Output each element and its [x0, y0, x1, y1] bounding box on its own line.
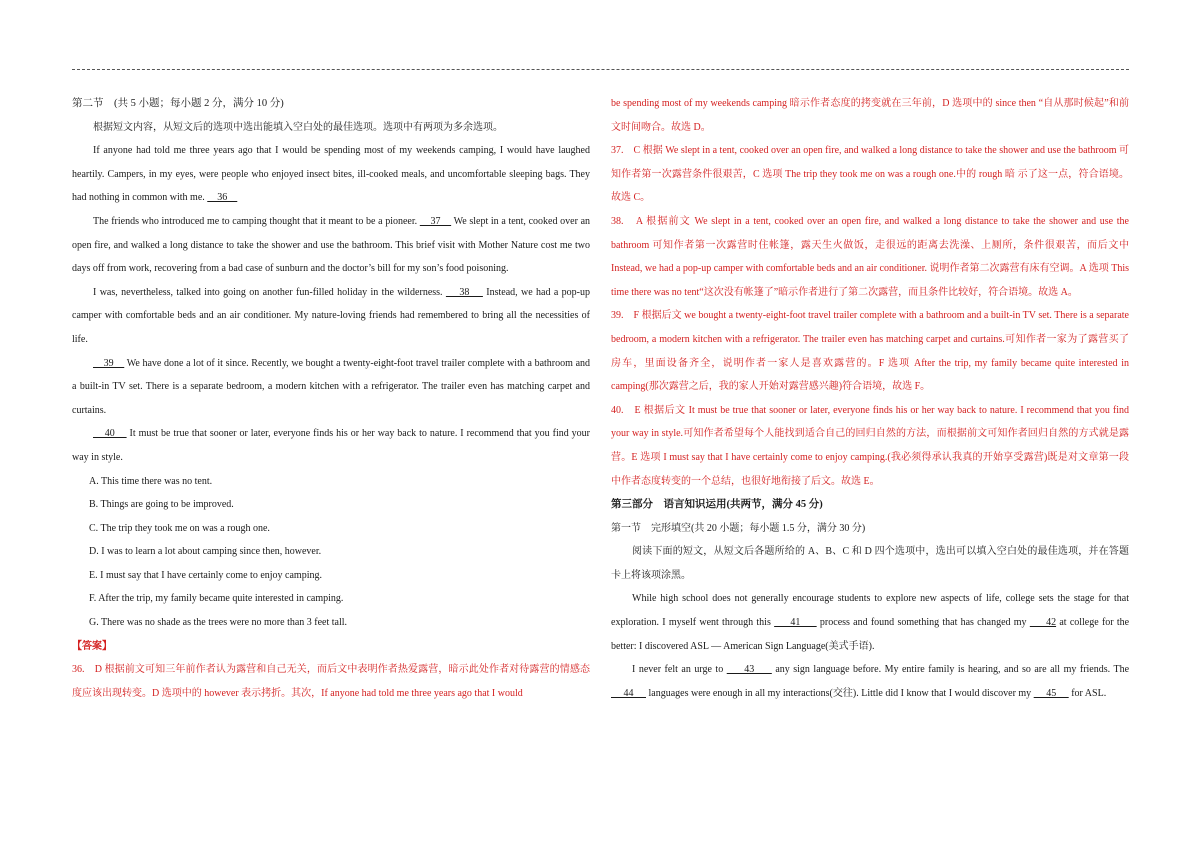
- blank-44: 44: [611, 687, 646, 699]
- answer-36: 36. D 根据前文可知三年前作者认为露营和自己无关，而后文中表明作者热爱露营，暗示此处作者对待露营的情感态度应该出现转变。D 选项中的 however 表示拷折。其次，If anyone had told me three years ago that I would: [72, 664, 590, 699]
- answer-40: 40. E 根据后文 It must be true that sooner or later, everyone finds his or her way back to nature. I recommend that you find your way in style.可知作者希望每个人能找到适合自己的回归自然的方法，而根据前文可知作者回归自然的方式就是露营。E 选项 I must say that I have certainly come to enjoy camping.(我必须得承认我真的开始享受露营)既是对文章第一段中作者态度转变的一个总结，也很好地衔接了后文。故选 E。: [611, 404, 1129, 487]
- option-a: A. This time there was no tent.: [89, 475, 213, 487]
- passage-paragraph-4: [72, 352, 590, 423]
- blank-40: 40: [93, 428, 127, 440]
- section1-title: 第一节 完形填空(共 20 小题；每小题 1.5 分，满分 30 分): [611, 522, 866, 534]
- blank-43: 43: [726, 664, 772, 676]
- header-rule: [72, 69, 1129, 70]
- cloze-instruction: 阅读下面的短文，从短文后各题所给的 A、B、C 和 D 四个选项中，选出可以填入空白处的最佳选项，并在答题卡上将该项涂黑。: [611, 546, 1129, 581]
- passage-text: We slept in a tent, cooked over an open fire, and walked a long distance to take the shower and use the bathroom. This brief visit with Mother Nature cost me two days off from work, recovering from a bad case of sunburn and the doctor’s bill for my son’s food poisoning.: [72, 215, 591, 275]
- answer-label: 【答案】: [72, 640, 112, 652]
- passage-text: process and found something that has changed my: [819, 617, 1027, 629]
- option-e: E. I must say that I have certainly come to enjoy camping.: [89, 569, 322, 581]
- cloze-paragraph-1: [611, 587, 1129, 658]
- option-f: F. After the trip, my family became quite interested in camping.: [89, 593, 344, 605]
- passage-text: for ASL.: [1071, 687, 1107, 699]
- option-c: C. The trip they took me on was a rough one.: [89, 522, 270, 534]
- passage-text: I never felt an urge to: [632, 664, 724, 676]
- cloze-paragraph-2: [611, 658, 1129, 705]
- answer-36-continued: be spending most of my weekends camping 暗示作者态度的拷变就在三年前，D 选项中的 since then “自从那时候起”和前文时间吻合。故选 D。: [611, 98, 1129, 133]
- passage-text: any sign language before. My entire family is hearing, and so are all my friends. The: [775, 664, 1130, 676]
- passage-paragraph-1: [72, 139, 590, 210]
- passage-text: It must be true that sooner or later, everyone finds his or her way back to nature. I recommend that you find your way in style.: [72, 428, 590, 463]
- passage-text: languages were enough in all my interactions(交往). Little did I know that I would discover my: [648, 687, 1032, 699]
- passage-text: We have done a lot of it since. Recently, we bought a twenty-eight-foot travel trailer complete with a bathroom and a built-in TV set. There is a separate bedroom, a modern kitchen with a refrigerator. The trailer even has matching carpet and curtains.: [72, 357, 591, 416]
- answer-39: 39. F 根据后文 we bought a twenty-eight-foot travel trailer complete with a bathroom and a built-in TV set. There is a separate bedroom, a modern kitchen with a refrigerator. The trailer even has matching carpet and curtains.可知作者一家为了露营买了房车，里面设备齐全，说明作者一家人是喜欢露营的。F 选项 After the trip, my family became quite interested in camping(那次露营之后，我的家人开始对露营感兴趣)符合语境，故选 F。: [611, 310, 1129, 393]
- answer-37: 37. C 根据 We slept in a tent, cooked over an open fire, and walked a long distance to take the shower and use the bathroom 可知作者第一次露营条件很艰苦，C 选项 The trip they took me on was a rough one.中的 rough 暗 示了这一点，符合语境。故选 C。: [611, 145, 1129, 204]
- passage-paragraph-5: [72, 422, 590, 469]
- passage-paragraph-2: [72, 210, 590, 281]
- blank-38: 38: [445, 286, 483, 298]
- blank-36: 36: [207, 192, 238, 204]
- right-column: [611, 92, 1129, 705]
- left-column: [72, 92, 590, 705]
- passage-text: If anyone had told me three years ago that I would be spending most of my weekends camping, I would have laughed heartily. Campers, in my eyes, were people who enjoyed insect bites, ill-cooked meals, and uncomfortable sleeping bags. They had nothing in common with me.: [72, 145, 590, 204]
- option-b: B. Things are going to be improved.: [89, 499, 234, 511]
- passage-text: The friends who introduced me to camping thought that it meant to be a pioneer.: [93, 215, 418, 227]
- instruction: 根据短文内容，从短文后的选项中选出能填入空白处的最佳选项。选项中有两项为多余选项。: [93, 121, 503, 133]
- section-title: 第二节 (共 5 小题；每小题 2 分，满分 10 分): [72, 98, 284, 109]
- answer-38: 38. A 根据前文 We slept in a tent, cooked over an open fire, and walked a long distance to take the shower and use the bathroom 可知作者第一次露营时住帐篷，露天生火做饭，走很远的距离去洗澡、上厕所，条件很艰苦，而后文中 Instead, we had a pop-up camper with comfortable beds and an air conditioner. 说明作者第二次露营有床有空调。A 选项 This time there was no tent“这次没有帐篷了”暗示作者进行了第二次露营，而且条件比较好，符合语境。故选 A。: [611, 215, 1129, 298]
- option-g: G. There was no shade as the trees were no more than 3 feet tall.: [89, 617, 348, 629]
- option-d: D. I was to learn a lot about camping since then, however.: [89, 546, 322, 558]
- blank-41: 41: [774, 617, 817, 629]
- passage-paragraph-3: [72, 281, 590, 352]
- passage-text: I was, nevertheless, talked into going on another fun-filled holiday in the wilderness.: [93, 286, 443, 298]
- passage-text: at college for the better: I discovered ASL — American Sign Language(美式手语).: [611, 617, 1130, 652]
- blank-45: 45: [1033, 687, 1069, 699]
- blank-42: 42: [1029, 617, 1057, 629]
- part3-title: 第三部分 语言知识运用(共两节，满分 45 分): [611, 499, 823, 511]
- passage-text: Instead, we had a pop-up camper with comfortable beds and an air conditioner. My nature-loving friends had remembered to bring all the necessities of life.: [72, 286, 591, 345]
- blank-39: 39: [93, 357, 125, 369]
- blank-37: 37: [419, 215, 452, 227]
- passage-text: While high school does not generally encourage students to explore new aspects of life, college sets the stage for that exploration. I myself went through this: [611, 593, 1129, 629]
